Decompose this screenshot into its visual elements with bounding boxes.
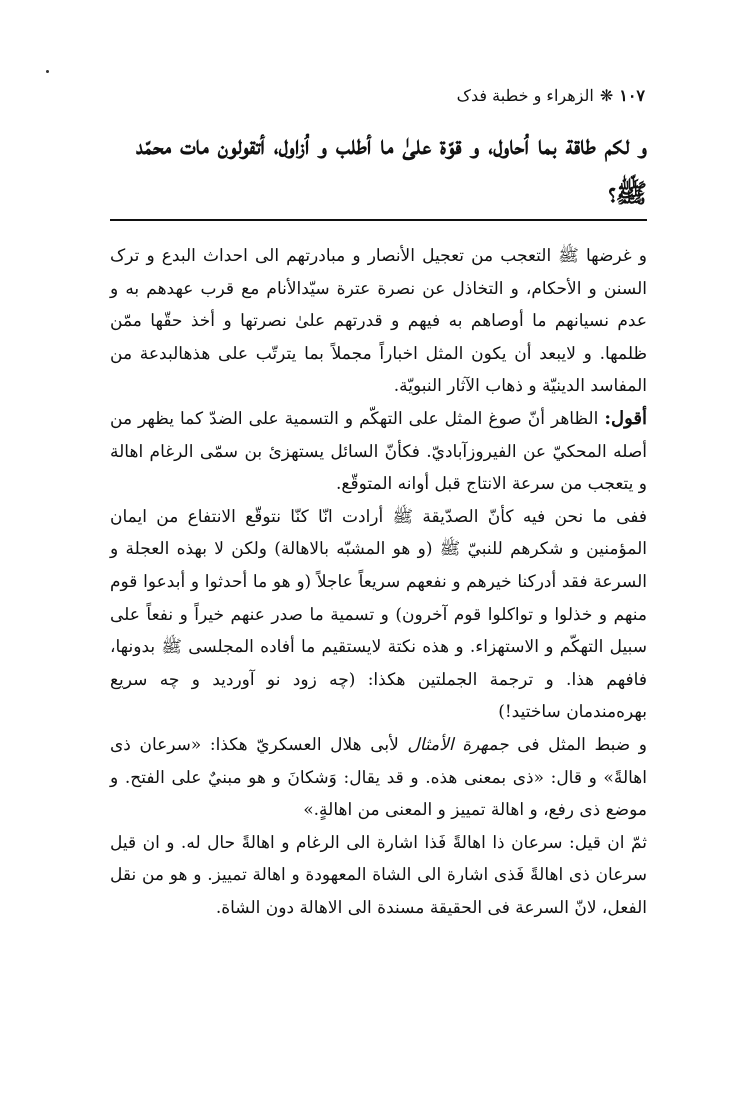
running-title: الزهراء و خطبة فدک bbox=[456, 86, 594, 105]
paragraph-label: أقول: bbox=[604, 407, 647, 429]
page-number: ١٠٧ bbox=[619, 86, 645, 105]
book-title: جمهرة الأمثال bbox=[407, 734, 509, 755]
commentary-paragraph: و غرضها ﷺ التعجب من تعجيل الأنصار و مبادرتهم الى احداث البدع و ترک السنن و الأحكام، و التخاذل عن نصرة عترة سيّدالأنام مع قرب عهدهم به و عدم نسيانهم ما أوصاهم به فيهم و قدرتهم علىٰ نصرتها و أخذ حقّها ممّن ظلمها. و لايبعد أن يكون المثل اخباراً مجملاً بما يترتّب على هذهالبدعة من المفاسد الدينيّة و ذهاب الآثار النبويّة. bbox=[110, 246, 647, 397]
stray-dot bbox=[46, 70, 49, 73]
separator-ornament: ❋ bbox=[599, 86, 614, 105]
commentary-paragraph: و ضبط المثل فى جمهرة الأمثال لأبى هلال العسكريّ هكذا: «سرعان ذى اهالةً» و قال: «ذى بمعنى هذه. و قد يقال: وَشكانَ و هو مبنيٌ على الفتح. و موضع ذى رفع، و اهالة تمييز و المعنى من اهالةٍ.» bbox=[110, 734, 647, 821]
commentary bbox=[110, 240, 647, 924]
commentary-paragraph: أقول: الظاهر أنّ صوغ المثل على التهكّم و التسمية على الضدّ كما يظهر من أصله المحكيّ عن الفيروزآباديّ. فكأنّ السائل يستهزئ بن سمّى الرغام اهالة و يتعجب من سرعة الانتاج قبل أوانه المتوقّع. bbox=[110, 407, 647, 495]
running-head bbox=[457, 86, 645, 105]
main-text: و لكم طاقة بما اُحاول، و قوّة علىٰ ما أطلب و اُزاول، أتقولون مات محمّد ﷺ؟ bbox=[136, 131, 647, 209]
commentary-paragraph: ففى ما نحن فيه كأنّ الصدّيقة ﷺ أرادت انّا كنّا نتوقّع الانتفاع من ايمان المؤمنين و شكرهم للنبيّ ﷺ (و هو المشبّه بالاهالة) ولكن لا بهذه العجلة و السرعة فقد أدركنا خيرهم و نفعهم سريعاً عاجلاً (و هو ما أحدثوا و أبدعوا قوم منهم و خذلوا و تواكلوا قوم آخرون) و تسمية ما صدر عنهم خيراً و نفعاً على سبيل التهكّم و الاستهزاء. و هذه نكتة لايستقيم ما أفاده المجلسى ﷺ بدونها، فافهم هذا. و ترجمة الجملتين هكذا: (چه زود نو آورديد و چه سريع بهره‌مندمان ساختيد!) bbox=[110, 506, 647, 723]
commentary-paragraph: ثمّ ان قيل: سرعان ذا اهالةً فَذا اشارة الى الرغام و اهالةً حال له. و ان قيل سرعان ذى اهالةً فَذى اشارة الى الشاة المعهودة و اهالة تمييز. و هو من نقل الفعل، لانّ السرعة فى الحقيقة مسندة الى الاهالة دون الشاة. bbox=[110, 832, 647, 918]
separator-rule bbox=[110, 219, 647, 221]
